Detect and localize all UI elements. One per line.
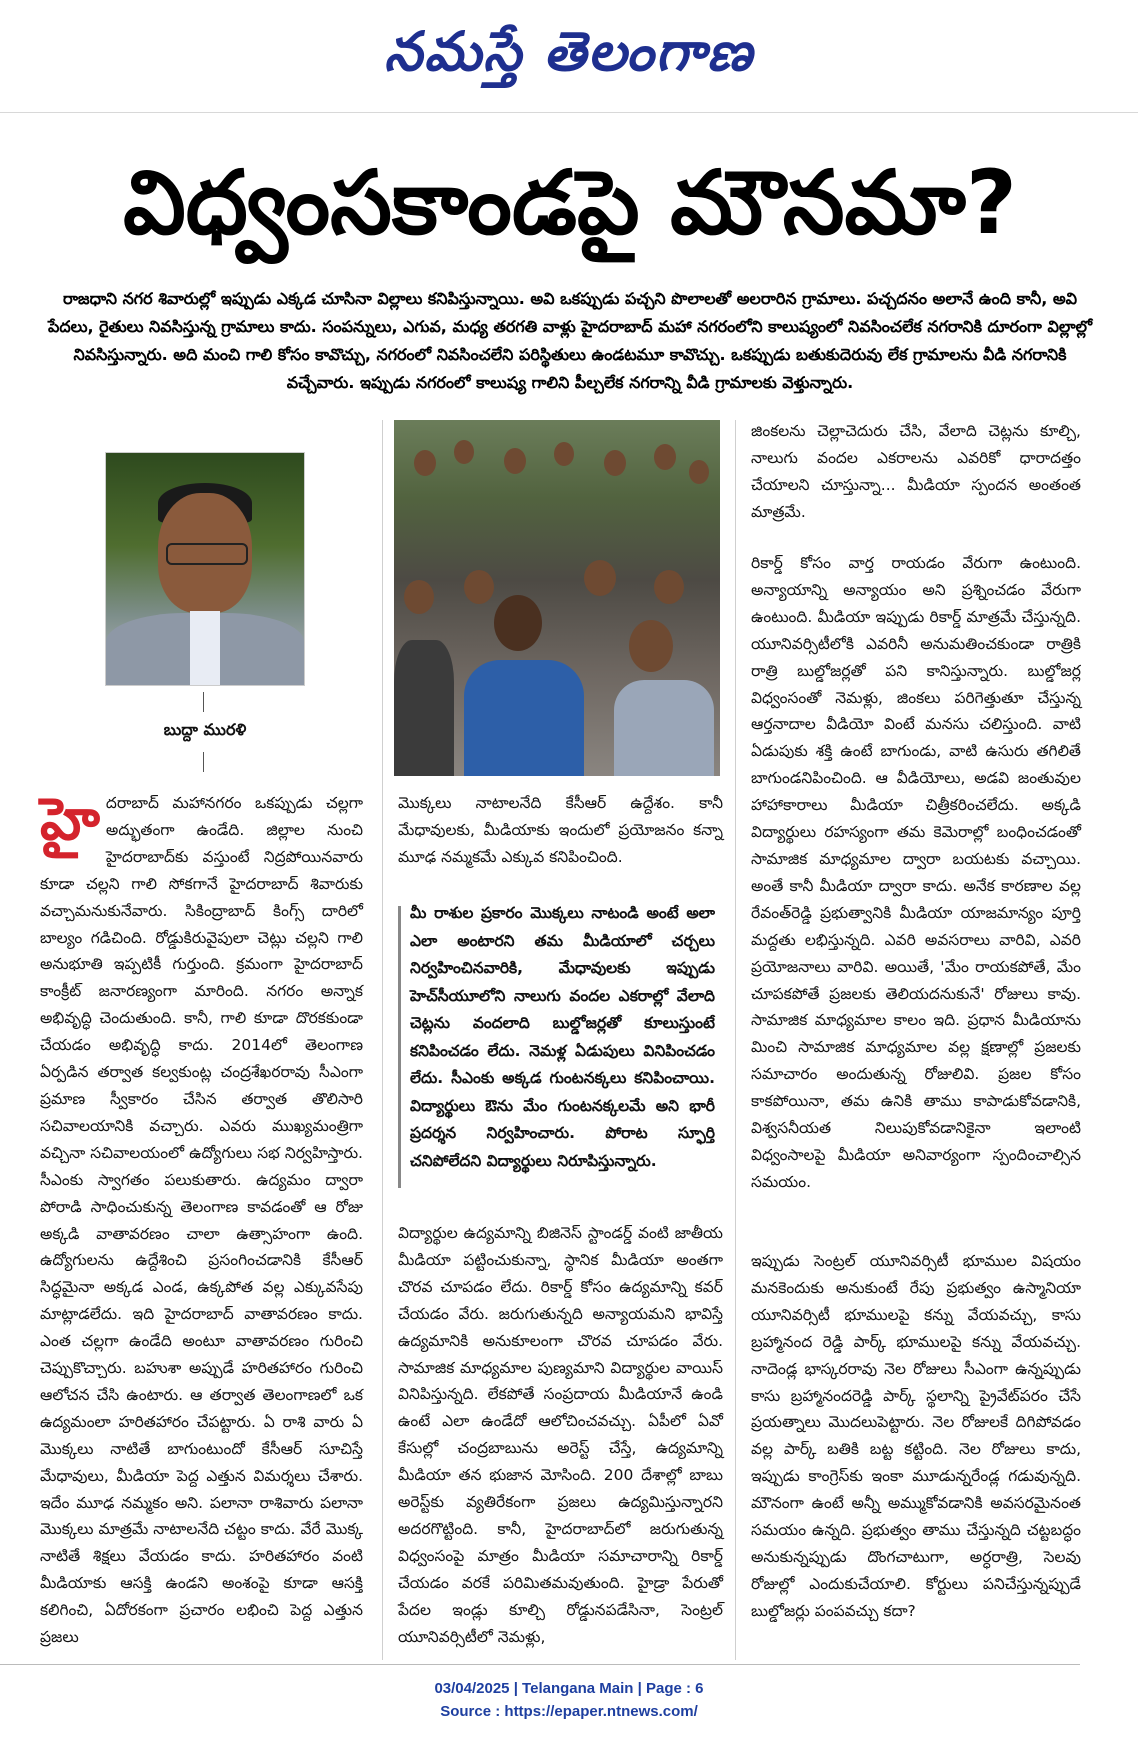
column-3-text-bottom: ఇప్పుడు సెంట్రల్ యూనివర్సిటీ భూముల విషయం మనకెందుకు అనుకుంటే రేపు ప్రభుత్వం ఉస్మానియా యూనివర్సిటీ భూములపై కన్ను వేయవచ్చు, కాసు బ్రహ్మానంద రెడ్డి పార్క్ భూములపై కన్ను వేయవచ్చు. నాదెండ్ల భాస్కరరావు నెల రోజులు సీఎంగా ఉన్నప్పుడు కాసు బ్రహ్మానందరెడ్డి పార్క్ స్థలాన్ని ప్రైవేట్‌పరం చేసే ప్రయత్నాలు మొదలుపెట్టారు. నెల రోజులకే దిగిపోవడం వల్ల పార్క్ బతికి బట్ట కట్టింది. నెల రోజులు కాదు, ఇప్పుడు కాంగ్రెస్‌కు ఇంకా మూడున్నరేండ్ల గడువున్నది. మౌనంగా ఉంటే అన్నీ అమ్ముకోవడానికి అవసరమైనంత సమయం ఉన్నది. ప్రభుత్వం తాము చేస్తున్నది చట్టబద్ధం అనుకున్నప్పుడు దొంగచాటుగా, అర్ధరాత్రి, సెలవు రోజుల్లో ఎందుకుచేయాలి. కోర్టులు పనిచేస్తున్నప్పుడే బుల్డోజర్లు పంపవచ్చు కదా? bbox=[751, 1252, 1081, 1620]
masthead bbox=[0, 0, 1138, 112]
dropcap: హై bbox=[40, 785, 100, 853]
newspaper-logo: నమస్తే తెలంగాణ bbox=[384, 20, 754, 83]
author-photo bbox=[105, 452, 305, 686]
column-rule-2 bbox=[735, 420, 736, 1660]
column-2-text-top: మొక్కలు నాటాలనేది కేసీఆర్ ఉద్దేశం. కానీ మేధావులకు, మీడియాకు ఇందులో ప్రయోజనం కన్నా మూఢ నమ్మకమే ఎక్కువ కనిపించింది. bbox=[398, 794, 723, 866]
column-rule-1 bbox=[382, 420, 383, 1660]
column-3-text-top: జింకలను చెల్లాచెదురు చేసి, వేలాది చెట్లను కూల్చి, నాలుగు వందల ఎకరాలను ఎవరికో ధారాదత్తం చేయాలని చూస్తున్నా... మీడియా స్పందన అంతంత మాత్రమే. bbox=[751, 422, 1081, 521]
footer-source-link[interactable]: Source : https://epaper.ntnews.com/ bbox=[440, 1703, 698, 1720]
author-line-top bbox=[203, 692, 204, 712]
protest-photo bbox=[394, 420, 720, 776]
footer-edition-info: 03/04/2025 | Telangana Main | Page : 6 bbox=[434, 1680, 704, 1697]
column-2-text-bottom: విద్యార్థుల ఉద్యమాన్ని బిజినెస్ స్టాండర్డ్ వంటి జాతీయ మీడియా పట్టించుకున్నా, స్థానిక మీడియా అంతగా చొరవ చూపడం లేదు. రికార్డ్ కోసం ఉద్యమాన్ని కవర్ చేయడం వేరు. జరుగుతున్నది అన్యాయమని భావిస్తే ఉద్యమానికి అనుకూలంగా చొరవ చూపడం వేరు. సామాజిక మాధ్యమాల పుణ్యమాని విద్యార్థుల వాయిస్ వినిపిస్తున్నది. లేకపోతే సంప్రదాయ మీడియానే ఉండి ఉంటే ఎలా ఉండేదో ఆలోచించవచ్చు. ఏపీలో ఏవో కేసుల్లో చంద్రబాబును అరెస్ట్ చేస్తే, ఉద్యమాన్ని మీడియా తన భుజాన మోసింది. 200 దేశాల్లో బాబు అరెస్ట్‌కు వ్యతిరేకంగా ప్రజలు ఉద్యమిస్తున్నారని అదరగొట్టింది. కానీ, హైదరాబాద్‌లో జరుగుతున్న విధ్వంసంపై మాత్రం మీడియా సమాచారాన్ని రికార్డ్ చేయడం వరకే పరిమితమవుతుంది. హైడ్రా పేరుతో పేదల ఇండ్లు కూల్చి రోడ్డునపడేసినా, సెంట్రల్ యూనివర్సిటీలో నెమళ్లు, bbox=[398, 1224, 723, 1646]
column-3-text-middle: రికార్డ్ కోసం వార్త రాయడం వేరుగా ఉంటుంది. అన్యాయాన్ని అన్యాయం అని ప్రశ్నించడం వేరుగా ఉంటుంది. మీడియా ఇప్పుడు రికార్డ్ మాత్రమే చేస్తున్నది. యూనివర్సిటీలోకి ఎవరినీ అనుమతించకుండా రాత్రికి రాత్రి బుల్డోజర్లతో పని కానిస్తున్నారు. బుల్డోజర్ల విధ్వంసంతో నెమళ్లు, జింకలు పరిగెత్తుతూ చేస్తున్న ఆర్తనాదాల వీడియో వింటే మనసు చలిస్తుంది. వాటి ఏడుపుకు శక్తి ఉంటే బాగుండు, వాటి ఉసురు తగిలితే బాగుండనిపించింది. ఆ వీడియోలు, అడవి జంతువుల హాహాకారాలు మీడియా చిత్రీకరించలేదు. అక్కడి విద్యార్థులు రహస్యంగా తమ కెమెరాల్లో బంధించడంతో సామాజిక మాధ్యమాల ద్వారా బయటకు వచ్చాయి. అంతే కానీ మీడియా ద్వారా కాదు. అనేక కారణాల వల్ల రేవంత్‌రెడ్డి ప్రభుత్వానికి మీడియా యాజమాన్యం పూర్తి మద్దతు లభిస్తున్నది. ఎవరి అవసరాలు వారివి, ఎవరి ప్రయోజనాలు వారివి. అయితే, 'మేం రాయకపోతే, మేం చూపకపోతే ప్రజలకు తెలియదనుకునే' రోజులు కావు. సామాజిక మాధ్యమాల కాలం ఇది. ప్రధాన మీడియాను మించి సామాజిక మాధ్యమాల వల్ల క్షణాల్లో ప్రజలకు సమాచారం అందుతున్న రోజులివి. ప్రజల కోసం కాకపోయినా, తమ ఉనికి తాము కాపాడుకోవడానికి, విశ్వసనీయత నిలుపుకోవడానికైనా ఇలాంటి విధ్వంసాలపై మీడియా అనివార్యంగా స్పందించాల్సిన సమయం. bbox=[751, 554, 1081, 1191]
column-1-body: దరాబాద్ మహానగరం ఒకప్పుడు చల్లగా అద్భుతంగా ఉండేది. జిల్లాల నుంచి హైదరాబాద్‌కు వస్తుంటే నిద్రపోయినవారు కూడా చల్లని గాలి సోకగానే హైదరాబాద్ శివారుకు వచ్చామనుకునేవారు. సికింద్రాబాద్ కింగ్స్ దారిలో బాల్యం గడిచింది. రోడ్డుకిరువైపులా చెట్లు చల్లని గాలి అనుభూతి ఇప్పటికీ గుర్తుంది. క్రమంగా హైదరాబాద్ కాంక్రీట్ జనారణ్యంగా మారింది. నగరం అన్నాక అభివృద్ధి చెందుతుంది. కానీ, గాలి కూడా దొరకకుండా చేయడం అభివృద్ధి కాదు. 2014లో తెలంగాణ ఏర్పడిన తర్వాత కల్వకుంట్ల చంద్రశేఖరరావు సీఎంగా ప్రమాణ స్వీకారం చేసిన తర్వాత తొలిసారి సచివాలయానికి వచ్చారు. ఎవరు ముఖ్యమంత్రిగా వచ్చినా సచివాలయంలో ఉద్యోగులు సభ నిర్వహిస్తారు. సీఎంకు స్వాగతం పలుకుతారు. ఉద్యమం ద్వారా పోరాడి సాధించుకున్న తెలంగాణ కావడంతో ఆ రోజు అక్కడి వాతావరణం చాలా ఉత్సాహంగా ఉంది. ఉద్యోగులను ఉద్దేశించి ప్రసంగించడానికి కేసీఆర్ సిద్ధమైనా అక్కడ ఎండ, ఉక్కపోత వల్ల ఎక్కువసేపు మాట్లాడలేదు. ఇది హైదరాబాద్ వాతావరణం కాదు. ఎంత చల్లగా ఉండేది అంటూ వాతావరణం గురించి చెప్పుకొచ్చారు. బహుశా అప్పుడే హరితహారం గురించి ఆలోచన చేసి ఉంటారు. ఆ తర్వాత తెలంగాణలో ఒక ఉద్యమంలా హరితహారం చేపట్టారు. ఏ రాశి వారు ఏ మొక్కలు నాటితే బాగుంటుందో కేసీఆర్ సూచిస్తే మేధావులు, మీడియా పెద్ద ఎత్తున విమర్శలు చేశారు. ఇదేం మూఢ నమ్మకం అని. పలానా రాశివారు పలానా మొక్కలు మాత్రమే నాటాలనేది చట్టం కాదు. వేరే మొక్క నాటితే శిక్షలు వేయడం కాదు. హరితహారం వంటి మీడియాకు ఆసక్తి ఉండని అంశంపై కూడా ఆసక్తి కలిగించి, ఏదోరకంగా ప్రచారం లభించి పెద్ద ఎత్తున ప్రజలు bbox=[40, 794, 363, 1647]
masthead-divider bbox=[0, 112, 1138, 113]
pull-quote: మీ రాశుల ప్రకారం మొక్కలు నాటండి అంటే అలా ఎలా అంటారని తమ మీడియాలో చర్చలు నిర్వహించినవారికి, మేధావులకు ఇప్పుడు హెచ్‌సీయూలోని నాలుగు వందల ఎకరాల్లో వేలాది చెట్లను వందలాది బుల్డోజర్లతో కూలుస్తుంటే కనిపించడం లేదు. నెమళ్ల ఏడుపులు వినిపించడం లేదు. సీఎంకు అక్కడ గుంటనక్కలు కనిపించాయి. విద్యార్థులు ఔను మేం గుంటనక్కలమే అని భారీ ప్రదర్శన నిర్వహించారు. పోరాట స్ఫూర్తి చనిపోలేదని విద్యార్థులు నిరూపిస్తున్నారు. bbox=[410, 904, 715, 1170]
author-line-bottom bbox=[203, 752, 204, 772]
column-1-text bbox=[40, 785, 363, 1651]
footer-divider bbox=[0, 1664, 1080, 1665]
article-intro: రాజధాని నగర శివారుల్లో ఇప్పుడు ఎక్కడ చూసినా విల్లాలు కనిపిస్తున్నాయి. అవి ఒకప్పుడు పచ్చని పొలాలతో అలరారిన గ్రామాలు. పచ్చదనం అలానే ఉంది కానీ, అవి పేదలు, రైతులు నివసిస్తున్న గ్రామాలు కాదు. సంపన్నులు, ఎగువ, మధ్య తరగతి వాళ్లు హైదరాబాద్ మహా నగరంలోని కాలుష్యంలో నివసించలేక నగరానికి దూరంగా విల్లాల్లో నివసిస్తున్నారు. అది మంచి గాలి కోసం కావొచ్చు, నగరంలో నివసించలేని పరిస్థితులు ఉండటమూ కావొచ్చు. ఒకప్పుడు బతుకుదెరువు లేక గ్రామాలను వీడి నగరానికి వచ్చేవారు. ఇప్పుడు నగరంలో కాలుష్య గాలిని పీల్చలేక నగరాన్ని వీడి గ్రామాలకు వెళ్తున్నారు. bbox=[47, 289, 1093, 392]
quote-bar bbox=[398, 906, 401, 1188]
article-headline: విధ్వంసకాండపై మౌనమా? bbox=[123, 151, 1017, 254]
author-name: బుద్దా మురళి bbox=[163, 720, 247, 739]
